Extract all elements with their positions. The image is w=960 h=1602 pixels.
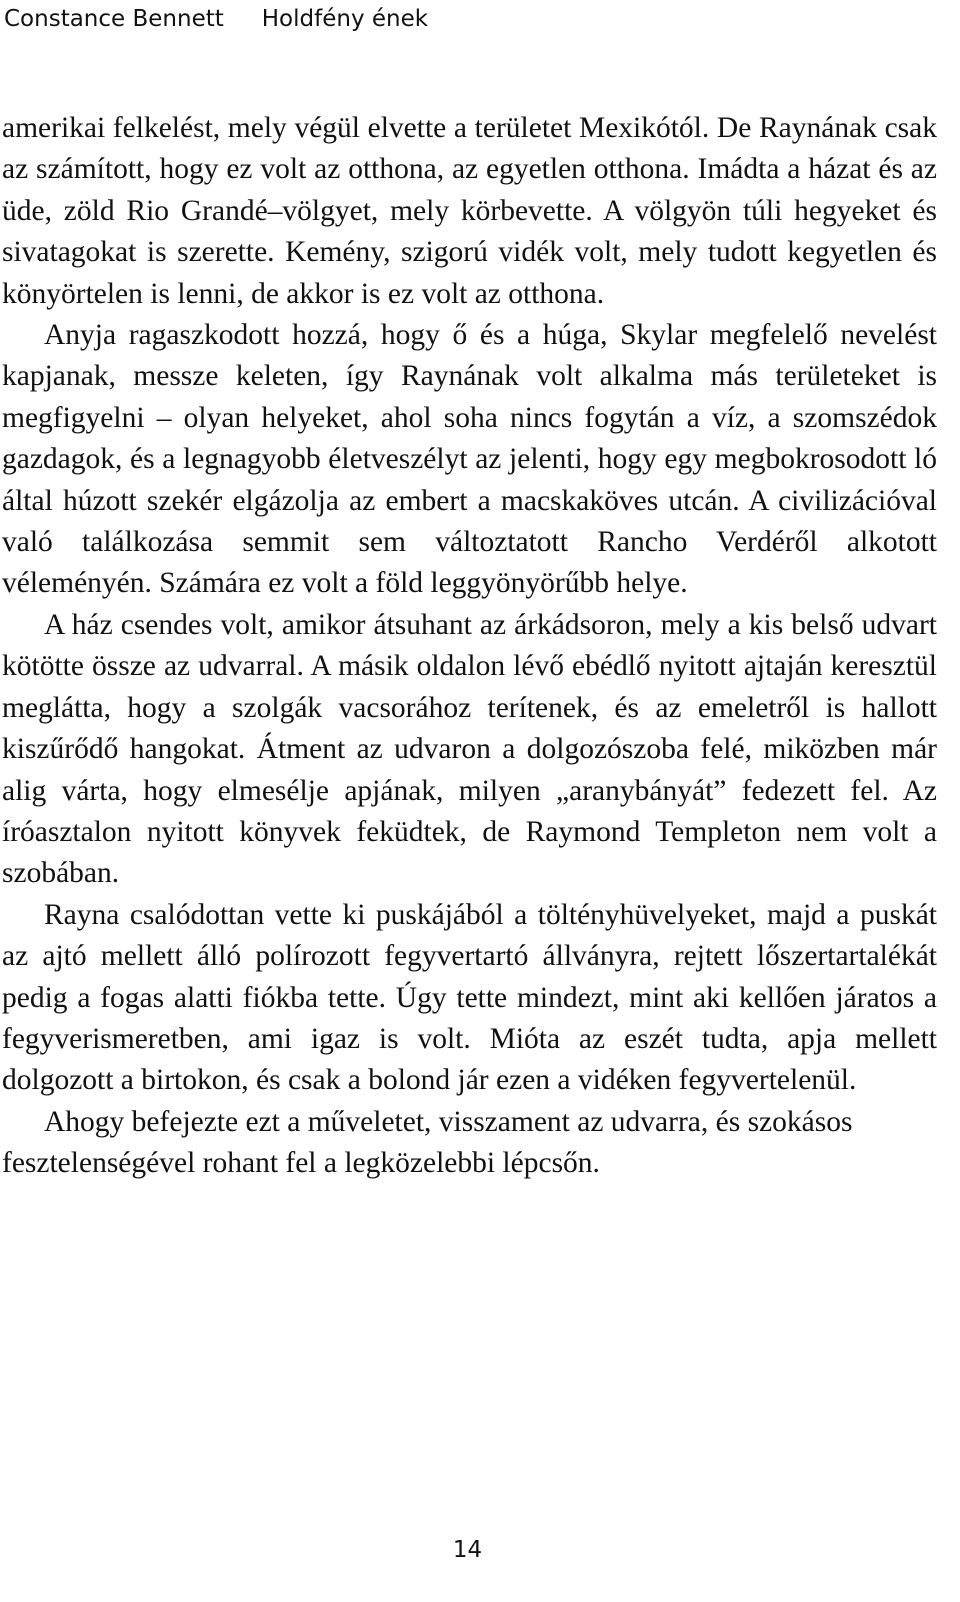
- paragraph-1: amerikai felkelést, mely végül elvette a területet Mexikótól. De Raynának csak az számított, hogy ez volt az otthona, az egyetlen otthona. Imádta a házat és az üde, zöld Rio Grandé–völgyet, mely körbevette. A völgyön túli hegyeket és sivatagokat is szerette. Kemény, szigorú vidék volt, mely tudott kegyetlen és könyörtelen is lenni, de akkor is ez volt az otthona.: [2, 112, 937, 310]
- paragraph-5: Ahogy befejezte ezt a műveletet, visszament az udvarra, és szokásos fesztelenségével rohant fel a legközelebbi lépcsőn.: [2, 1105, 853, 1180]
- header-book-title: Holdfény ének: [261, 6, 429, 32]
- paragraph-4: Rayna csalódottan vette ki puskájából a töltényhüvelyeket, majd a puskát az ajtó mellett álló polírozott fegyvertartó állványra, rejtett lőszertartalékát pedig a fogas alatti fiókba tette. Úgy tette mindezt, mint aki kellően járatos a fegyverismeretben, ami igaz is volt. Mióta az eszét tudta, apja mellett dolgozott a birtokon, és csak a bolond jár ezen a vidéken fegyvertelenül.: [2, 898, 937, 1097]
- page-body: [2, 108, 937, 1185]
- paragraph-3: A ház csendes volt, amikor átsuhant az árkádsoron, mely a kis belső udvart kötötte össze az udvarral. A másik oldalon lévő ebédlő nyitott ajtaján keresztül meglátta, hogy a szolgák vacsorához terítenek, és az emeletről is hallott kiszűrődő hangokat. Átment az udvaron a dolgozószoba felé, miközben már alig várta, hogy elmesélje apjának, milyen „aranybányát” fedezett fel. Az íróasztalon nyitott könyvek feküdtek, de Raymond Templeton nem volt a szobában.: [2, 608, 937, 890]
- running-header: [4, 2, 428, 36]
- header-author: Constance Bennett: [4, 6, 224, 32]
- paragraph-2: Anyja ragaszkodott hozzá, hogy ő és a húga, Skylar megfelelő nevelést kapjanak, messze keleten, így Raynának volt alkalma más területeket is megfigyelni – olyan helyeket, ahol soha nincs fogytán a víz, a szomszédok gazdagok, és a legnagyobb életveszélyt az jelenti, hogy egy megbokrosodott ló által húzott szekér elgázolja az embert a macskaköves utcán. A civilizációval való találkozása semmit sem változtatott Rancho Verdéről alkotott véleményén. Számára ez volt a föld leggyönyörűbb helye.: [2, 319, 937, 600]
- page-number: 14: [452, 1537, 483, 1563]
